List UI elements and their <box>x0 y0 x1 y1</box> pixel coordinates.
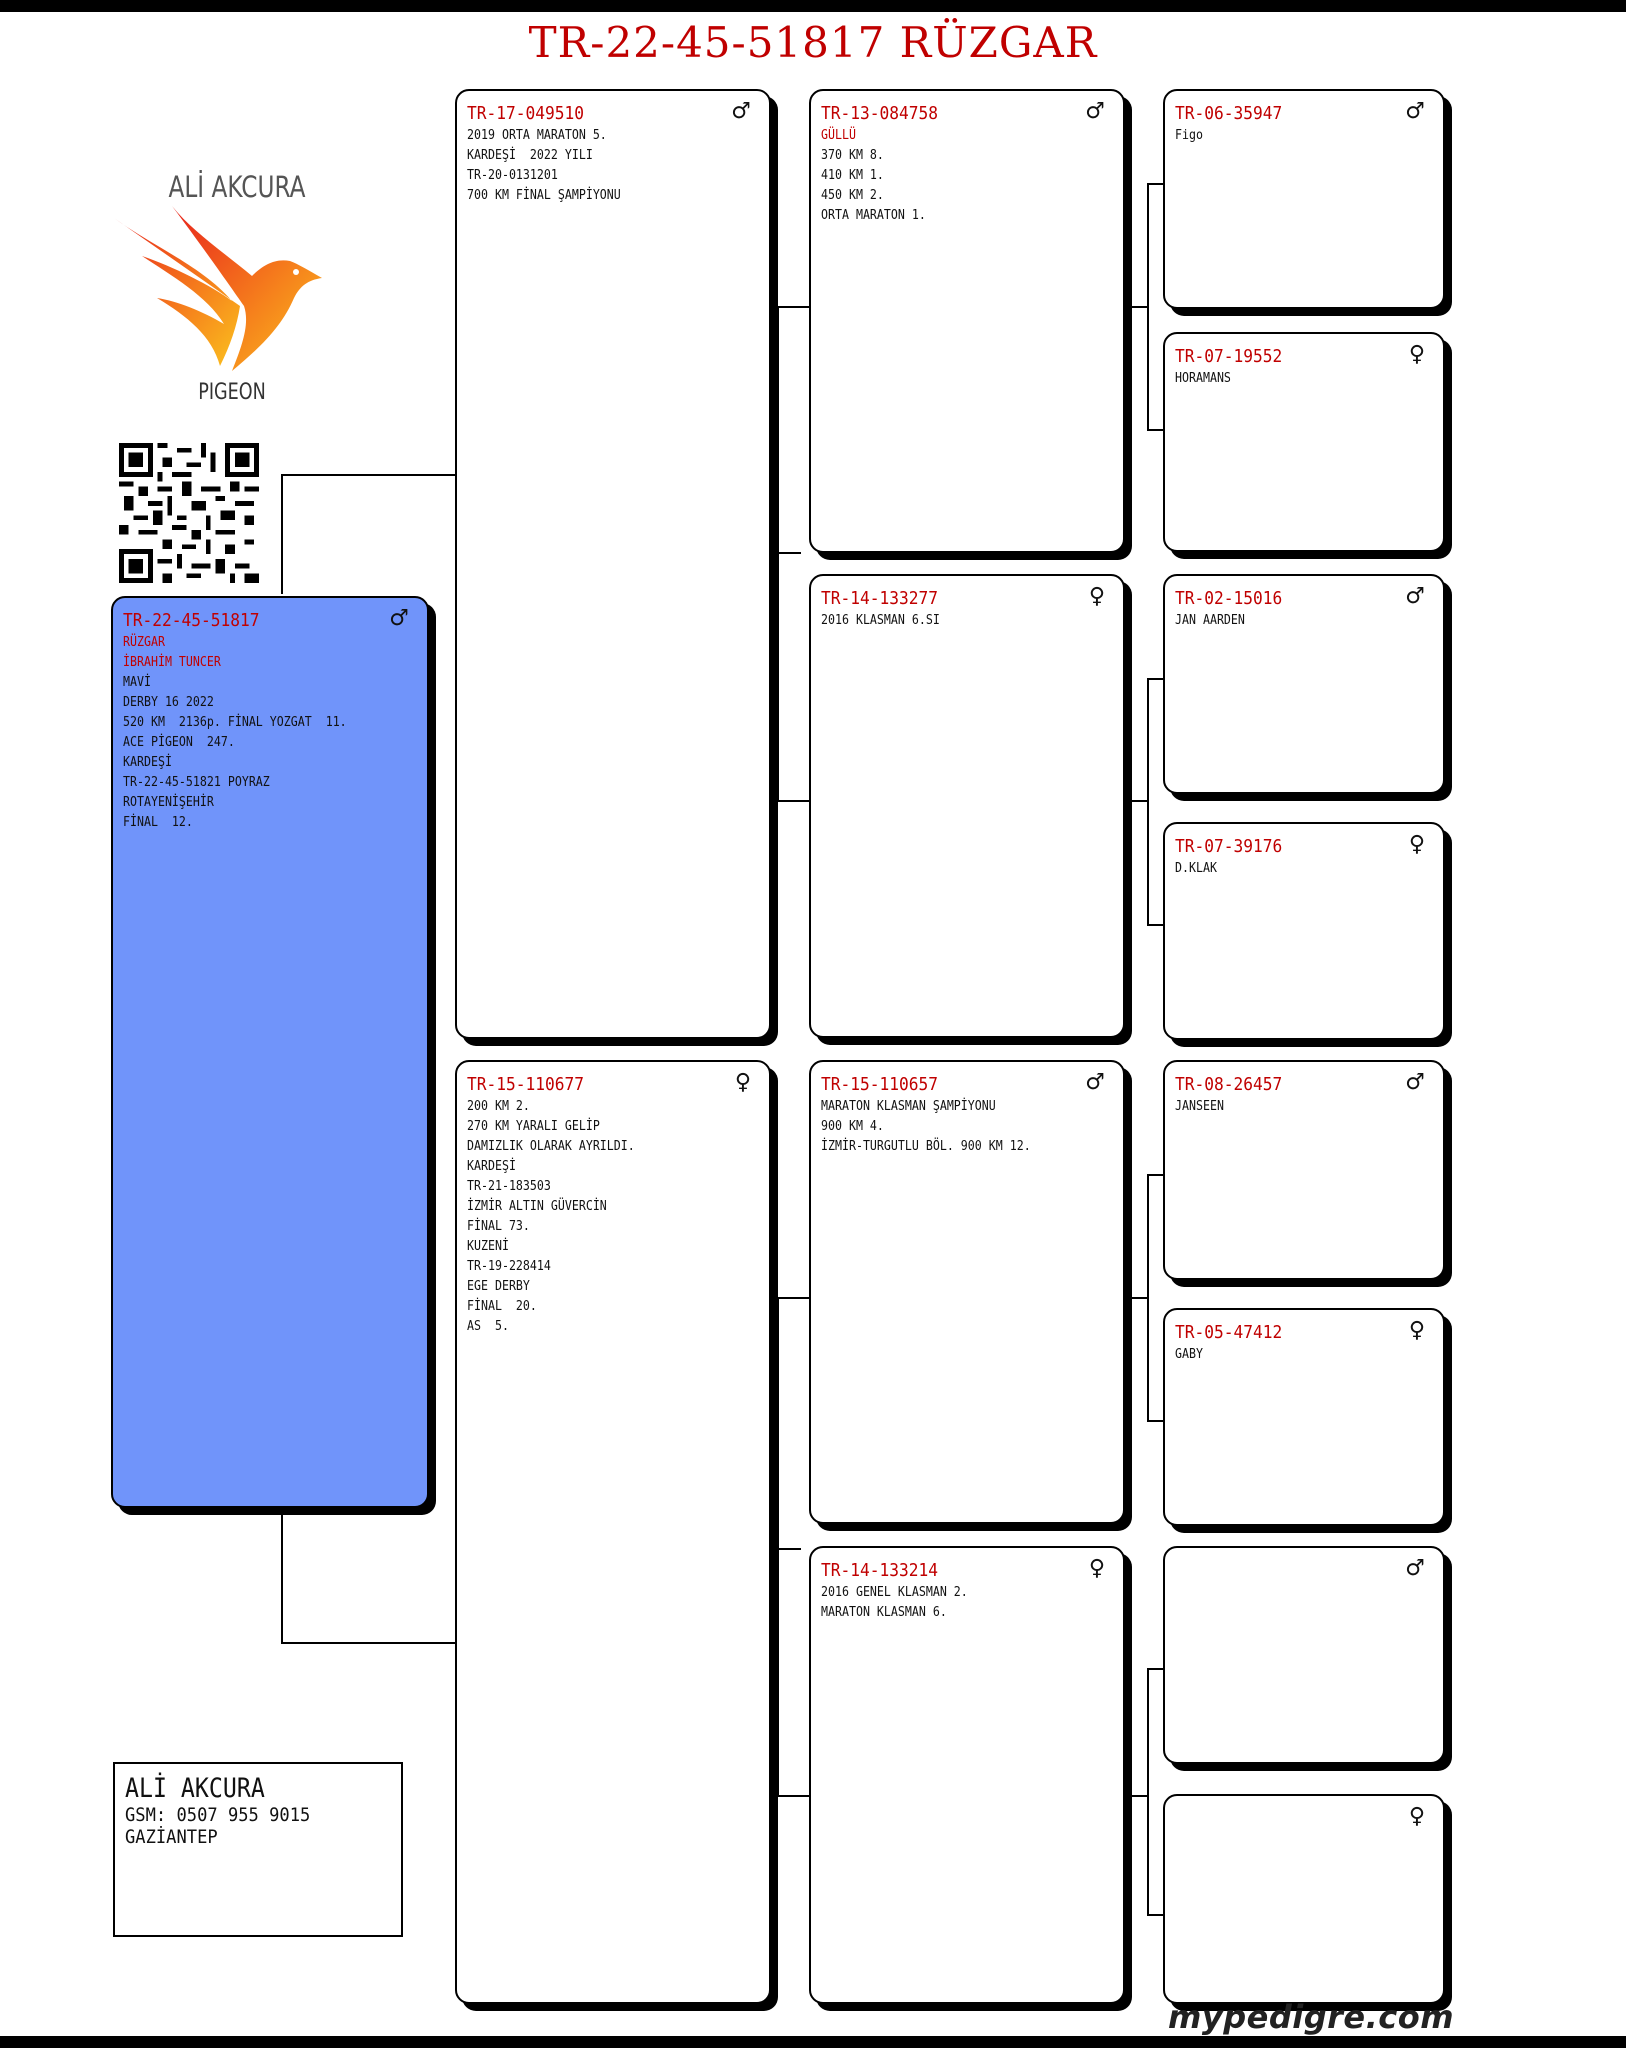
detail-line: İZMİR-TURGUTLU BÖL. 900 KM 12. <box>821 1138 1031 1154</box>
sire-card[interactable] <box>455 89 771 1039</box>
connector-line <box>1130 1795 1148 1797</box>
grandsire-paternal-card[interactable] <box>809 89 1125 553</box>
connector-line <box>1147 678 1163 680</box>
connector-line <box>1147 1420 1163 1422</box>
detail-line: 2016 GENEL KLASMAN 2. <box>821 1584 968 1600</box>
female-symbol-icon: ♀ <box>1408 342 1425 367</box>
detail-line: KARDEŞİ <box>123 754 172 770</box>
qr-code[interactable] <box>119 443 259 583</box>
detail-line: TR-22-45-51821 POYRAZ <box>123 774 270 790</box>
connector-line <box>1147 183 1163 185</box>
connector-line <box>1147 1668 1149 1916</box>
granddam-maternal-card[interactable] <box>809 1546 1125 2004</box>
connector-line <box>281 1508 283 1644</box>
detail-line: KARDEŞİ 2022 YILI <box>467 147 593 163</box>
grandsire-maternal-card[interactable] <box>809 1060 1125 1524</box>
detail-line: 900 KM 4. <box>821 1118 884 1134</box>
connector-line <box>777 1297 809 1299</box>
detail-line: 700 KM FİNAL ŞAMPİYONU <box>467 187 621 203</box>
female-symbol-icon: ♀ <box>1408 1804 1425 1829</box>
connector-line <box>281 474 455 476</box>
great-grandparent-card[interactable] <box>1163 89 1445 309</box>
connector-line <box>777 1795 809 1797</box>
bottom-border <box>0 2036 1626 2048</box>
male-symbol-icon: ♂ <box>389 606 409 631</box>
page-title: TR-22-45-51817 RÜZGAR <box>528 18 1098 67</box>
detail-line: 270 KM YARALI GELİP <box>467 1118 600 1134</box>
detail-line: TR-20-0131201 <box>467 167 558 183</box>
detail-line: 2019 ORTA MARATON 5. <box>467 127 607 143</box>
ring-number: TR-08-26457 <box>1175 1074 1283 1095</box>
connector-line <box>281 1642 455 1644</box>
connector-line <box>777 1297 779 1797</box>
top-border <box>0 0 1626 12</box>
subject-pigeon-card[interactable] <box>111 596 429 1508</box>
detail-line: KUZENİ <box>467 1238 509 1254</box>
female-symbol-icon: ♀ <box>1088 1556 1105 1581</box>
male-symbol-icon: ♂ <box>731 99 751 124</box>
detail-line: ACE PİGEON 247. <box>123 734 235 750</box>
connector-line <box>777 552 801 554</box>
great-grandparent-card[interactable] <box>1163 332 1445 552</box>
owner-name: ALİ AKCURA <box>125 1773 265 1804</box>
great-grandparent-card[interactable] <box>1163 822 1445 1040</box>
great-grandparent-card[interactable] <box>1163 1060 1445 1280</box>
female-symbol-icon: ♀ <box>1408 832 1425 857</box>
great-grandparent-card[interactable] <box>1163 1546 1445 1764</box>
detail-line: JANSEEN <box>1175 1098 1224 1114</box>
detail-line: 520 KM 2136p. FİNAL YOZGAT 11. <box>123 714 347 730</box>
detail-line: DAMIZLIK OLARAK AYRILDI. <box>467 1138 635 1154</box>
connector-line <box>777 306 779 802</box>
connector-line <box>777 1548 801 1550</box>
connector-line <box>1130 1297 1148 1299</box>
detail-line: 370 KM 8. <box>821 147 884 163</box>
ring-number: TR-02-15016 <box>1175 588 1283 609</box>
connector-line <box>1147 429 1163 431</box>
detail-line: TR-19-228414 <box>467 1258 551 1274</box>
detail-line: KARDEŞİ <box>467 1158 516 1174</box>
great-grandparent-card[interactable] <box>1163 1794 1445 2004</box>
male-symbol-icon: ♂ <box>1405 584 1425 609</box>
detail-line: D.KLAK <box>1175 860 1217 876</box>
owner-city: GAZİANTEP <box>125 1826 218 1848</box>
female-symbol-icon: ♀ <box>734 1070 751 1095</box>
detail-line: 450 KM 2. <box>821 187 884 203</box>
detail-line: HORAMANS <box>1175 370 1231 386</box>
ring-number: TR-15-110657 <box>821 1074 939 1095</box>
male-symbol-icon: ♂ <box>1085 99 1105 124</box>
detail-line: Figo <box>1175 127 1203 143</box>
logo-tagline: PIGEON <box>198 380 266 405</box>
detail-line: MARATON KLASMAN ŞAMPİYONU <box>821 1098 996 1114</box>
connector-line <box>1130 800 1148 802</box>
male-symbol-icon: ♂ <box>1405 1556 1425 1581</box>
connector-line <box>1147 1668 1163 1670</box>
detail-line: FİNAL 12. <box>123 814 193 830</box>
detail-line: 410 KM 1. <box>821 167 884 183</box>
detail-line: ORTA MARATON 1. <box>821 207 926 223</box>
ring-number: TR-13-084758 <box>821 103 939 124</box>
detail-line: MARATON KLASMAN 6. <box>821 1604 947 1620</box>
female-symbol-icon: ♀ <box>1408 1318 1425 1343</box>
detail-line: FİNAL 73. <box>467 1218 530 1234</box>
ring-number: TR-06-35947 <box>1175 103 1283 124</box>
detail-line: ROTAYENİŞEHİR <box>123 794 214 810</box>
connector-line <box>1147 678 1149 926</box>
male-symbol-icon: ♂ <box>1085 1070 1105 1095</box>
connector-line <box>1147 924 1163 926</box>
granddam-paternal-card[interactable] <box>809 574 1125 1038</box>
breeder-name: İBRAHİM TUNCER <box>123 654 221 670</box>
detail-line: AS 5. <box>467 1318 509 1334</box>
connector-line <box>777 306 809 308</box>
connector-line <box>281 474 283 594</box>
dam-card[interactable] <box>455 1060 771 2004</box>
owner-phone[interactable]: GSM: 0507 955 9015 <box>125 1804 311 1826</box>
detail-line: EGE DERBY <box>467 1278 530 1294</box>
detail-line: 200 KM 2. <box>467 1098 530 1114</box>
detail-line: JAN AARDEN <box>1175 612 1245 628</box>
pigeon-name: GÜLLÜ <box>821 127 856 143</box>
connector-line <box>777 800 809 802</box>
breeder-logo <box>112 158 382 438</box>
female-symbol-icon: ♀ <box>1088 584 1105 609</box>
ring-number: TR-22-45-51817 <box>123 610 260 631</box>
ring-number: TR-07-19552 <box>1175 346 1283 367</box>
detail-line: 2016 KLASMAN 6.SI <box>821 612 940 628</box>
site-watermark[interactable]: mypedigre.com <box>1168 1998 1455 2036</box>
owner-contact-box <box>113 1762 403 1937</box>
ring-number: TR-14-133277 <box>821 588 939 609</box>
detail-line: TR-21-183503 <box>467 1178 551 1194</box>
detail-line: GABY <box>1175 1346 1203 1362</box>
logo-name: ALİ AKCURA <box>168 170 306 204</box>
ring-number: TR-07-39176 <box>1175 836 1283 857</box>
male-symbol-icon: ♂ <box>1405 1070 1425 1095</box>
connector-line <box>1147 1914 1163 1916</box>
detail-line: DERBY 16 2022 <box>123 694 214 710</box>
detail-line: FİNAL 20. <box>467 1298 537 1314</box>
great-grandparent-card[interactable] <box>1163 574 1445 794</box>
connector-line <box>1147 1174 1163 1176</box>
pigeon-name: RÜZGAR <box>123 634 165 650</box>
detail-line: MAVİ <box>123 674 151 690</box>
male-symbol-icon: ♂ <box>1405 99 1425 124</box>
phoenix-bird-icon <box>112 206 332 381</box>
great-grandparent-card[interactable] <box>1163 1308 1445 1526</box>
ring-number: TR-15-110677 <box>467 1074 585 1095</box>
connector-line <box>1130 306 1148 308</box>
ring-number: TR-17-049510 <box>467 103 585 124</box>
ring-number: TR-05-47412 <box>1175 1322 1283 1343</box>
detail-line: İZMİR ALTIN GÜVERCİN <box>467 1198 607 1214</box>
ring-number: TR-14-133214 <box>821 1560 939 1581</box>
